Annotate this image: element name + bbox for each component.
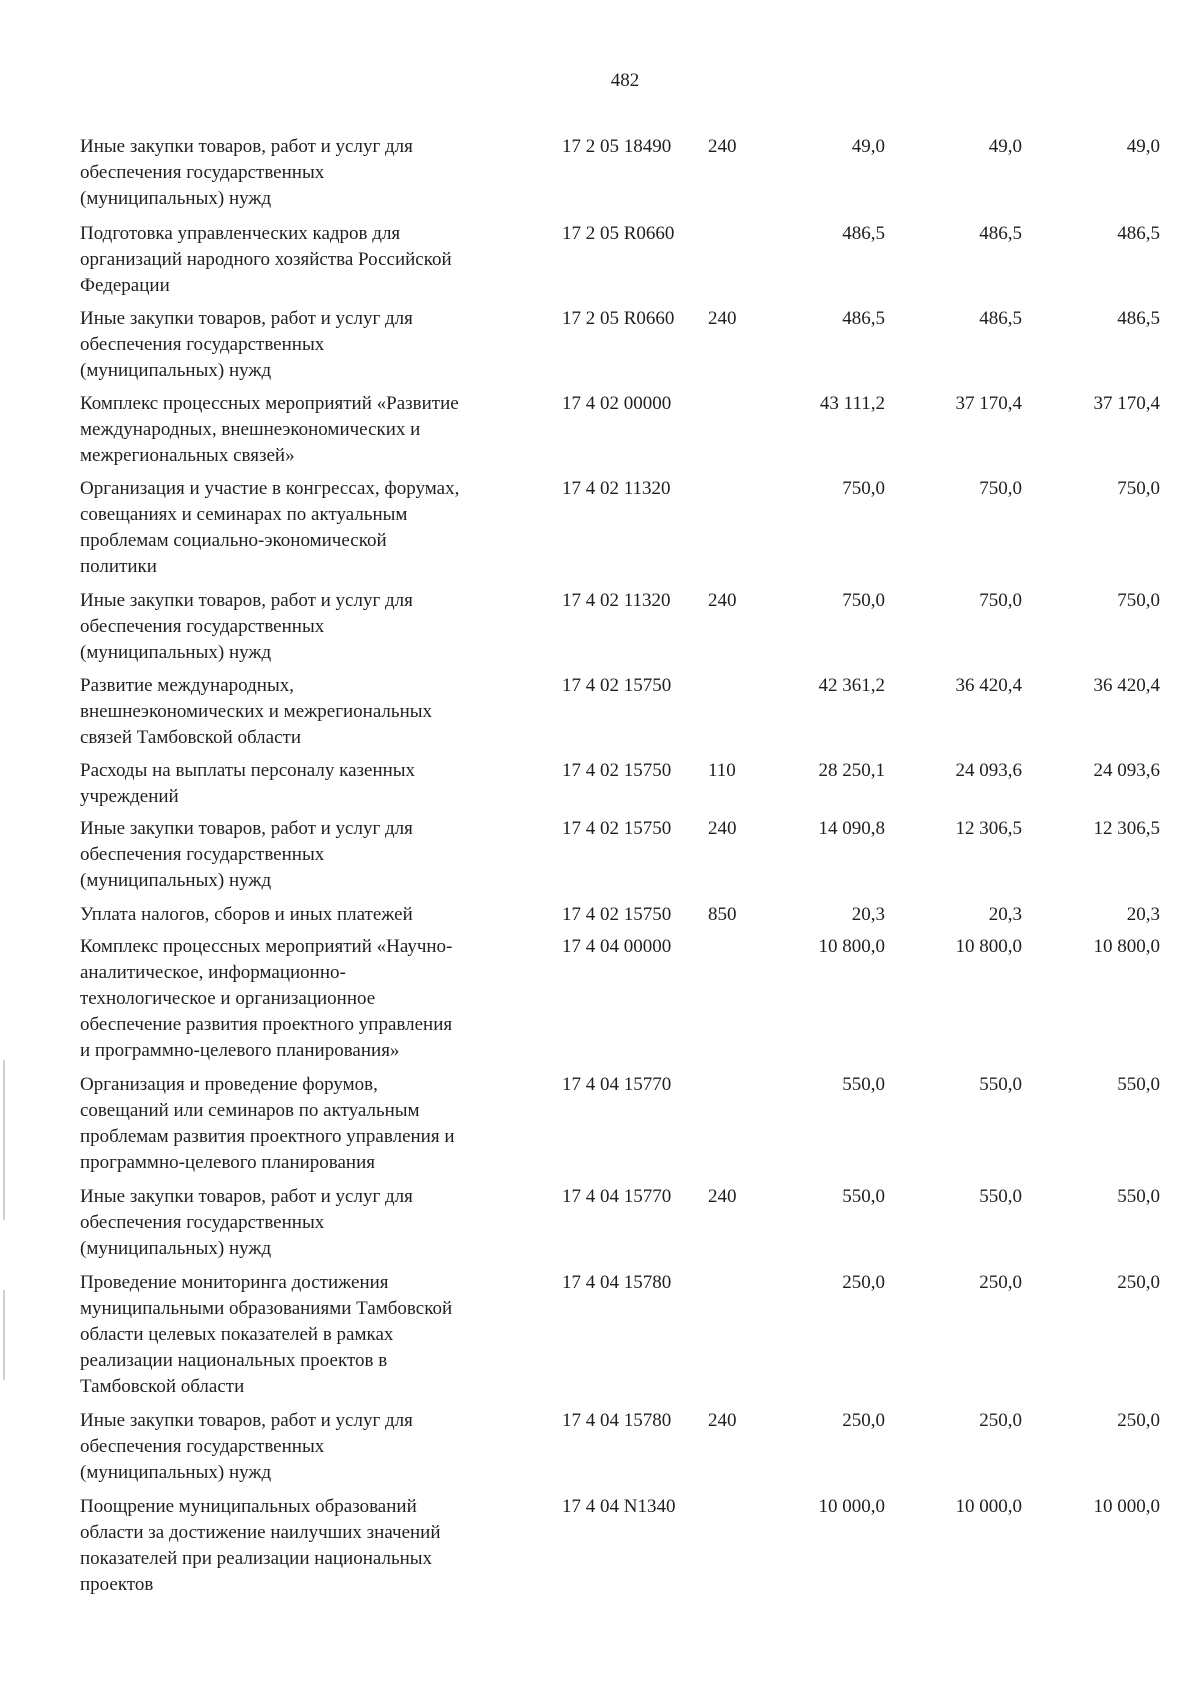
row-code: 17 4 02 11320 bbox=[562, 478, 671, 499]
row-value-year-3: 250,0 bbox=[1117, 1410, 1160, 1431]
scan-edge-mark bbox=[3, 1290, 5, 1380]
row-expense-type: 240 bbox=[708, 1186, 737, 1207]
row-value-year-1: 10 000,0 bbox=[818, 1496, 885, 1517]
row-value-year-2: 550,0 bbox=[979, 1074, 1022, 1095]
row-description: Организация и участие в конгрессах, форумах, совещаниях и семинарах по актуальным проблемам социально-экономической политики bbox=[80, 478, 460, 577]
row-value-year-3: 24 093,6 bbox=[1093, 760, 1160, 781]
row-value-year-2: 250,0 bbox=[979, 1410, 1022, 1431]
row-value-year-2: 750,0 bbox=[979, 590, 1022, 611]
row-value-year-2: 37 170,4 bbox=[955, 393, 1022, 414]
row-description: Иные закупки товаров, работ и услуг для обеспечения государственных (муниципальных) нужд bbox=[80, 1186, 413, 1259]
row-value-year-2: 36 420,4 bbox=[955, 675, 1022, 696]
row-expense-type: 240 bbox=[708, 308, 737, 329]
row-expense-type: 240 bbox=[708, 590, 737, 611]
row-description: Иные закупки товаров, работ и услуг для обеспечения государственных (муниципальных) нужд bbox=[80, 590, 413, 663]
row-value-year-3: 36 420,4 bbox=[1093, 675, 1160, 696]
row-value-year-2: 24 093,6 bbox=[955, 760, 1022, 781]
row-code: 17 4 02 00000 bbox=[562, 393, 672, 414]
row-value-year-1: 550,0 bbox=[842, 1186, 885, 1207]
row-value-year-2: 250,0 bbox=[979, 1272, 1022, 1293]
row-value-year-1: 250,0 bbox=[842, 1410, 885, 1431]
row-code: 17 2 05 R0660 bbox=[562, 308, 675, 329]
row-value-year-1: 750,0 bbox=[842, 590, 885, 611]
page-number: 482 bbox=[610, 70, 640, 91]
row-value-year-1: 28 250,1 bbox=[818, 760, 885, 781]
row-description: Иные закупки товаров, работ и услуг для обеспечения государственных (муниципальных) нужд bbox=[80, 136, 413, 209]
row-description: Организация и проведение форумов, совещаний или семинаров по актуальным проблемам развития проектного управления и программно-целевого планирования bbox=[80, 1074, 455, 1173]
row-value-year-1: 550,0 bbox=[842, 1074, 885, 1095]
row-description: Иные закупки товаров, работ и услуг для обеспечения государственных (муниципальных) нужд bbox=[80, 1410, 413, 1483]
row-expense-type: 240 bbox=[708, 1410, 737, 1431]
row-value-year-3: 486,5 bbox=[1117, 308, 1160, 329]
row-value-year-3: 750,0 bbox=[1117, 590, 1160, 611]
row-value-year-3: 10 000,0 bbox=[1093, 1496, 1160, 1517]
row-value-year-3: 37 170,4 bbox=[1093, 393, 1160, 414]
row-expense-type: 850 bbox=[708, 904, 737, 925]
row-description: Иные закупки товаров, работ и услуг для обеспечения государственных (муниципальных) нужд bbox=[80, 818, 413, 891]
row-value-year-3: 49,0 bbox=[1126, 136, 1160, 157]
row-code: 17 4 02 15750 bbox=[562, 760, 672, 781]
row-code: 17 2 05 R0660 bbox=[562, 223, 675, 244]
row-value-year-1: 486,5 bbox=[842, 223, 885, 244]
row-code: 17 4 04 15770 bbox=[562, 1074, 672, 1095]
row-value-year-3: 550,0 bbox=[1117, 1186, 1160, 1207]
row-description: Развитие международных, внешнеэкономических и межрегиональных связей Тамбовской области bbox=[80, 675, 433, 748]
row-value-year-1: 750,0 bbox=[842, 478, 885, 499]
row-description: Проведение мониторинга достижения муниципальными образованиями Тамбовской области целевых показателей в рамках реализации национальных проектов в Тамбовской области bbox=[80, 1272, 453, 1397]
row-code: 17 4 02 15750 bbox=[562, 675, 672, 696]
row-value-year-3: 10 800,0 bbox=[1093, 936, 1160, 957]
row-value-year-2: 20,3 bbox=[988, 904, 1022, 925]
row-value-year-3: 20,3 bbox=[1126, 904, 1160, 925]
row-value-year-2: 486,5 bbox=[979, 223, 1022, 244]
row-value-year-2: 49,0 bbox=[988, 136, 1022, 157]
row-description: Подготовка управленческих кадров для организаций народного хозяйства Российской Федерации bbox=[80, 223, 452, 296]
row-description: Комплекс процессных мероприятий «Развитие международных, внешнеэкономических и межрегиональных связей» bbox=[80, 393, 459, 466]
row-description: Уплата налогов, сборов и иных платежей bbox=[80, 904, 413, 925]
row-value-year-1: 10 800,0 bbox=[818, 936, 885, 957]
row-value-year-2: 10 000,0 bbox=[955, 1496, 1022, 1517]
row-value-year-1: 250,0 bbox=[842, 1272, 885, 1293]
row-code: 17 4 04 15780 bbox=[562, 1272, 672, 1293]
row-code: 17 4 04 N1340 bbox=[562, 1496, 676, 1517]
row-description: Комплекс процессных мероприятий «Научно- аналитическое, информационно- технологическое и организационное обеспечение развития проектного управления и программно-целевого планирования» bbox=[80, 936, 453, 1061]
row-description: Расходы на выплаты персоналу казенных учреждений bbox=[80, 760, 416, 807]
row-expense-type: 240 bbox=[708, 818, 737, 839]
row-code: 17 2 05 18490 bbox=[562, 136, 672, 157]
row-code: 17 4 02 11320 bbox=[562, 590, 671, 611]
row-expense-type: 110 bbox=[708, 760, 736, 781]
row-value-year-3: 750,0 bbox=[1117, 478, 1160, 499]
row-value-year-1: 43 111,2 bbox=[819, 393, 885, 414]
row-value-year-2: 550,0 bbox=[979, 1186, 1022, 1207]
row-code: 17 4 02 15750 bbox=[562, 818, 672, 839]
row-code: 17 4 04 15770 bbox=[562, 1186, 672, 1207]
row-value-year-2: 12 306,5 bbox=[955, 818, 1022, 839]
row-expense-type: 240 bbox=[708, 136, 737, 157]
row-value-year-2: 10 800,0 bbox=[955, 936, 1022, 957]
row-value-year-3: 486,5 bbox=[1117, 223, 1160, 244]
row-value-year-1: 486,5 bbox=[842, 308, 885, 329]
row-value-year-1: 14 090,8 bbox=[818, 818, 885, 839]
row-description: Иные закупки товаров, работ и услуг для обеспечения государственных (муниципальных) нужд bbox=[80, 308, 413, 381]
row-value-year-2: 486,5 bbox=[979, 308, 1022, 329]
row-value-year-1: 42 361,2 bbox=[818, 675, 885, 696]
row-description: Поощрение муниципальных образований области за достижение наилучших значений показателей при реализации национальных проектов bbox=[80, 1496, 441, 1595]
row-value-year-3: 250,0 bbox=[1117, 1272, 1160, 1293]
row-code: 17 4 04 15780 bbox=[562, 1410, 672, 1431]
row-value-year-3: 550,0 bbox=[1117, 1074, 1160, 1095]
row-value-year-2: 750,0 bbox=[979, 478, 1022, 499]
row-value-year-1: 49,0 bbox=[851, 136, 885, 157]
row-code: 17 4 02 15750 bbox=[562, 904, 672, 925]
row-value-year-1: 20,3 bbox=[851, 904, 885, 925]
row-code: 17 4 04 00000 bbox=[562, 936, 672, 957]
scan-edge-mark bbox=[3, 1060, 5, 1220]
row-value-year-3: 12 306,5 bbox=[1093, 818, 1160, 839]
